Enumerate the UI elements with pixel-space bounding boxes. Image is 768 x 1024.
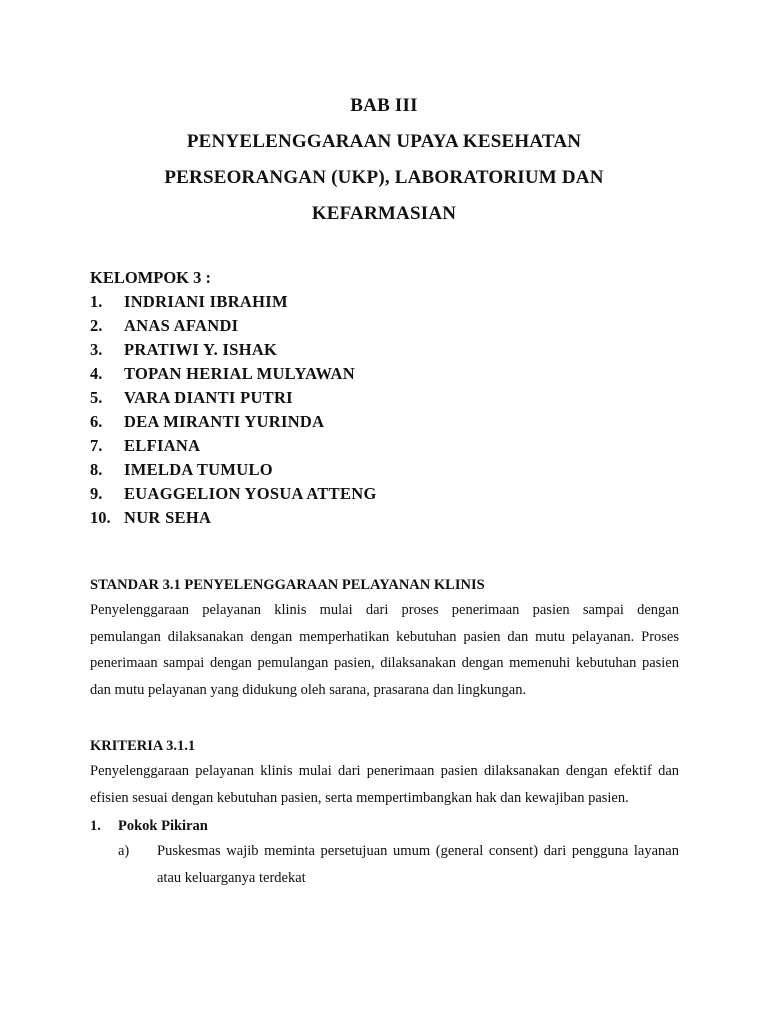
member-number: 10. [90, 508, 111, 527]
paragraph-line: pemulangan dilaksanakan dengan memperhatikan kebutuhan pasien dan mutu pelayanan. Proses [90, 628, 679, 645]
standard-paragraph [90, 597, 679, 704]
member-item [90, 508, 490, 528]
member-number: 9. [90, 484, 103, 503]
standard-heading: STANDAR 3.1 PENYELENGGARAAN PELAYANAN KLINIS [90, 577, 485, 593]
member-item [90, 340, 490, 360]
member-name: PRATIWI Y. ISHAK [124, 340, 278, 359]
list-item-text [157, 838, 679, 892]
subsection-title: Pokok Pikiran [118, 818, 208, 834]
paragraph-line: Penyelenggaraan pelayanan klinis mulai dari penerimaan pasien dilaksanakan dengan efektif dan [90, 763, 679, 779]
criteria-heading: KRITERIA 3.1.1 [90, 738, 196, 754]
member-number: 1. [90, 292, 103, 311]
member-number: 3. [90, 340, 103, 359]
member-item [90, 292, 490, 312]
member-name: ANAS AFANDI [124, 316, 239, 335]
chapter-title-line-3: KEFARMASIAN [311, 203, 457, 224]
member-item [90, 436, 490, 456]
list-item-line: atau keluarganya terdekat [157, 870, 306, 886]
criteria-paragraph [90, 758, 679, 811]
list-marker: a) [118, 843, 130, 859]
member-name: NUR SEHA [124, 508, 212, 527]
member-name: ELFIANA [124, 436, 201, 455]
group-label: KELOMPOK 3 : [90, 268, 211, 287]
member-item [90, 460, 490, 480]
member-number: 2. [90, 316, 103, 335]
member-name: TOPAN HERIAL MULYAWAN [124, 364, 355, 383]
member-name: EUAGGELION YOSUA ATTENG [124, 484, 377, 503]
member-item [90, 484, 490, 504]
list-item-line: Puskesmas wajib meminta persetujuan umum (general consent) dari pengguna layanan [157, 843, 679, 859]
member-number: 6. [90, 412, 103, 431]
member-number: 4. [90, 364, 103, 383]
member-item [90, 388, 490, 408]
paragraph-line: dan mutu pelayanan yang didukung oleh sarana, prasarana dan lingkungan. [90, 682, 527, 699]
member-number: 5. [90, 388, 103, 407]
member-item [90, 364, 490, 384]
member-item [90, 316, 490, 336]
member-name: IMELDA TUMULO [124, 460, 273, 479]
chapter-number: BAB III [350, 95, 418, 116]
member-number: 7. [90, 436, 103, 455]
member-item [90, 412, 490, 432]
chapter-title-line-2: PERSEORANGAN (UKP), LABORATORIUM DAN [164, 167, 604, 188]
chapter-title-line-1: PENYELENGGARAAN UPAYA KESEHATAN [186, 131, 582, 152]
member-name: INDRIANI IBRAHIM [124, 292, 288, 311]
member-name: DEA MIRANTI YURINDA [124, 412, 325, 431]
subsection-number: 1. [90, 818, 101, 834]
member-name: VARA DIANTI PUTRI [124, 388, 293, 407]
paragraph-line: Penyelenggaraan pelayanan klinis mulai dari proses penerimaan pasien sampai dengan [90, 602, 679, 618]
paragraph-line: efisien sesuai dengan kebutuhan pasien, serta mempertimbangkan hak dan kewajiban pasien. [90, 789, 629, 806]
member-number: 8. [90, 460, 103, 479]
paragraph-line: penerimaan sampai dengan pemulangan pasien, dilaksanakan dengan memenuhi kebutuhan pasien [90, 655, 679, 672]
